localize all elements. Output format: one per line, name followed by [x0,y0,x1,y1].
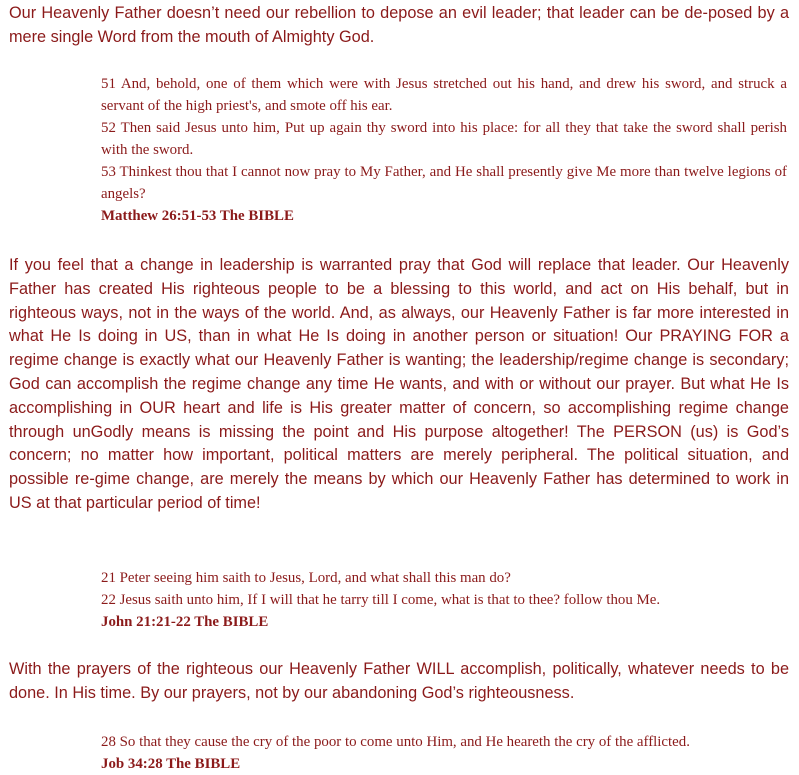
john-reference: John 21:21-22 The BIBLE [101,614,269,630]
john-verse-22: 22 Jesus saith unto him, If I will that he tarry till I come, what is that to thee? follow thou Me. [101,592,661,608]
matthew-verse-53: 53 Thinkest thou that I cannot now pray to My Father, and He shall presently give Me more than twelve legions of angels? [101,164,787,202]
closing-paragraph: With the prayers of the righteous our Heavenly Father WILL accomplish, politically, whatever needs to be done. In His time. By our prayers, not by our abandoning God’s righteousness. [9,660,789,702]
middle-paragraph: If you feel that a change in leadership is warranted pray that God will replace that leader. Our Heavenly Father has created His righteous people to be a blessing to this world, and act on His behalf, but in righteous ways, not in the ways of the world. And, as always, our Heavenly Father is far more interested in what He Is doing in US, than in what He Is doing in another person or situation! Our PRAYING FOR a regime change is exactly what our Heavenly Father is wanting; the leadership/regime change is secondary; God can accomplish the regime change any time He wants, and with or without our prayer. But what He Is accomplishing in OUR heart and life is His greater matter of concern, so accomplishing regime change through unGodly means is missing the point and His purpose altogether! The PERSON (us) is God’s concern; no matter how important, political matters are merely peripheral. The political situation, and possible re-gime change, are merely the means by which our Heavenly Father has determined to work in US at that particular period of time! [9,256,789,512]
john-verse-21: 21 Peter seeing him saith to Jesus, Lord, and what shall this man do? [101,570,511,586]
matthew-reference: Matthew 26:51-53 The BIBLE [101,208,294,224]
intro-paragraph: Our Heavenly Father doesn’t need our rebellion to depose an evil leader; that leader can be de-posed by a mere single Word from the mouth of Almighty God. [9,4,789,46]
john-passage [101,567,787,633]
matthew-verse-52: 52 Then said Jesus unto him, Put up again thy sword into his place: for all they that take the sword shall perish with the sword. [101,120,787,158]
matthew-verse-51: 51 And, behold, one of them which were with Jesus stretched out his hand, and drew his sword, and struck a servant of the high priest's, and smote off his ear. [101,76,787,114]
matthew-passage [101,73,787,227]
job-verse-28: 28 So that they cause the cry of the poor to come unto Him, and He heareth the cry of the afflicted. [101,734,690,750]
job-passage [101,731,787,775]
job-reference: Job 34:28 The BIBLE [101,756,241,772]
